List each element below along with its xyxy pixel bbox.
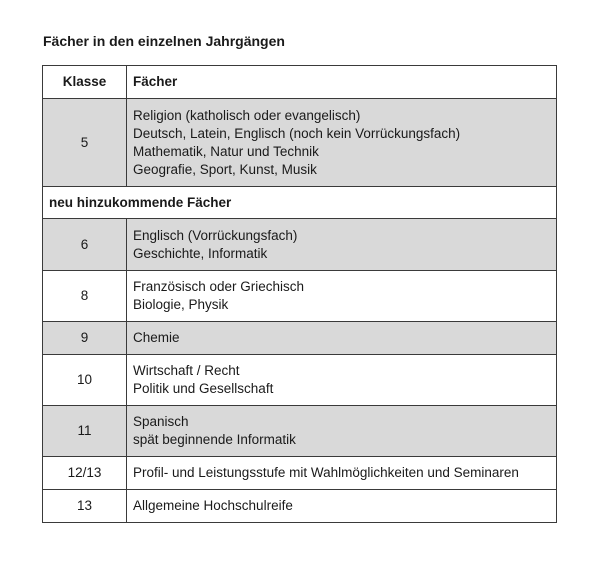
table-row-13 [43,490,557,523]
subject-line: Politik und Gesellschaft [133,381,274,396]
klasse-cell: 5 [43,99,127,187]
klasse-cell: 8 [43,271,127,322]
klasse-cell: 12/13 [43,457,127,490]
section-row [43,187,557,219]
faecher-cell [127,490,557,523]
page-title: Fächer in den einzelnen Jahrgängen [43,33,285,49]
klasse-cell: 11 [43,406,127,457]
subject-line: Deutsch, Latein, Englisch (noch kein Vorrückungsfach) [133,125,461,141]
subject-line: Englisch (Vorrückungsfach) [133,227,298,243]
table-row-10 [43,355,557,406]
faecher-cell [127,457,557,490]
table-row-12-13 [43,457,557,490]
faecher-cell [127,99,557,187]
subject-line: Biologie, Physik [133,297,229,312]
table-row-6 [43,219,557,271]
subject-line: Profil- und Leistungsstufe mit Wahlmöglichkeiten und Seminaren [133,465,519,480]
subject-line: Geografie, Sport, Kunst, Musik [133,161,317,177]
subject-line: Spanisch [133,414,189,429]
subjects-table [42,65,557,523]
subject-line: Chemie [133,330,180,345]
header-faecher: Fächer [127,66,557,99]
subject-line: Französisch oder Griechisch [133,279,305,294]
table-row-9 [43,322,557,355]
klasse-cell: 13 [43,490,127,523]
klasse-cell: 10 [43,355,127,406]
subject-line: spät beginnende Informatik [133,432,296,447]
subject-line: Wirtschaft / Recht [133,363,240,378]
table-row-11 [43,406,557,457]
subject-line: Geschichte, Informatik [133,245,268,261]
section-label: neu hinzukommende Fächer [43,187,557,219]
faecher-cell [127,406,557,457]
faecher-cell [127,322,557,355]
subject-line: Religion (katholisch oder evangelisch) [133,107,361,123]
table-row-5 [43,99,557,187]
header-klasse: Klasse [43,66,127,99]
faecher-cell [127,219,557,271]
table-row-8 [43,271,557,322]
faecher-cell [127,355,557,406]
subject-line: Mathematik, Natur und Technik [133,143,319,159]
table-header-row [43,66,557,99]
klasse-cell: 9 [43,322,127,355]
faecher-cell [127,271,557,322]
subject-line: Allgemeine Hochschulreife [133,498,293,513]
klasse-cell: 6 [43,219,127,271]
